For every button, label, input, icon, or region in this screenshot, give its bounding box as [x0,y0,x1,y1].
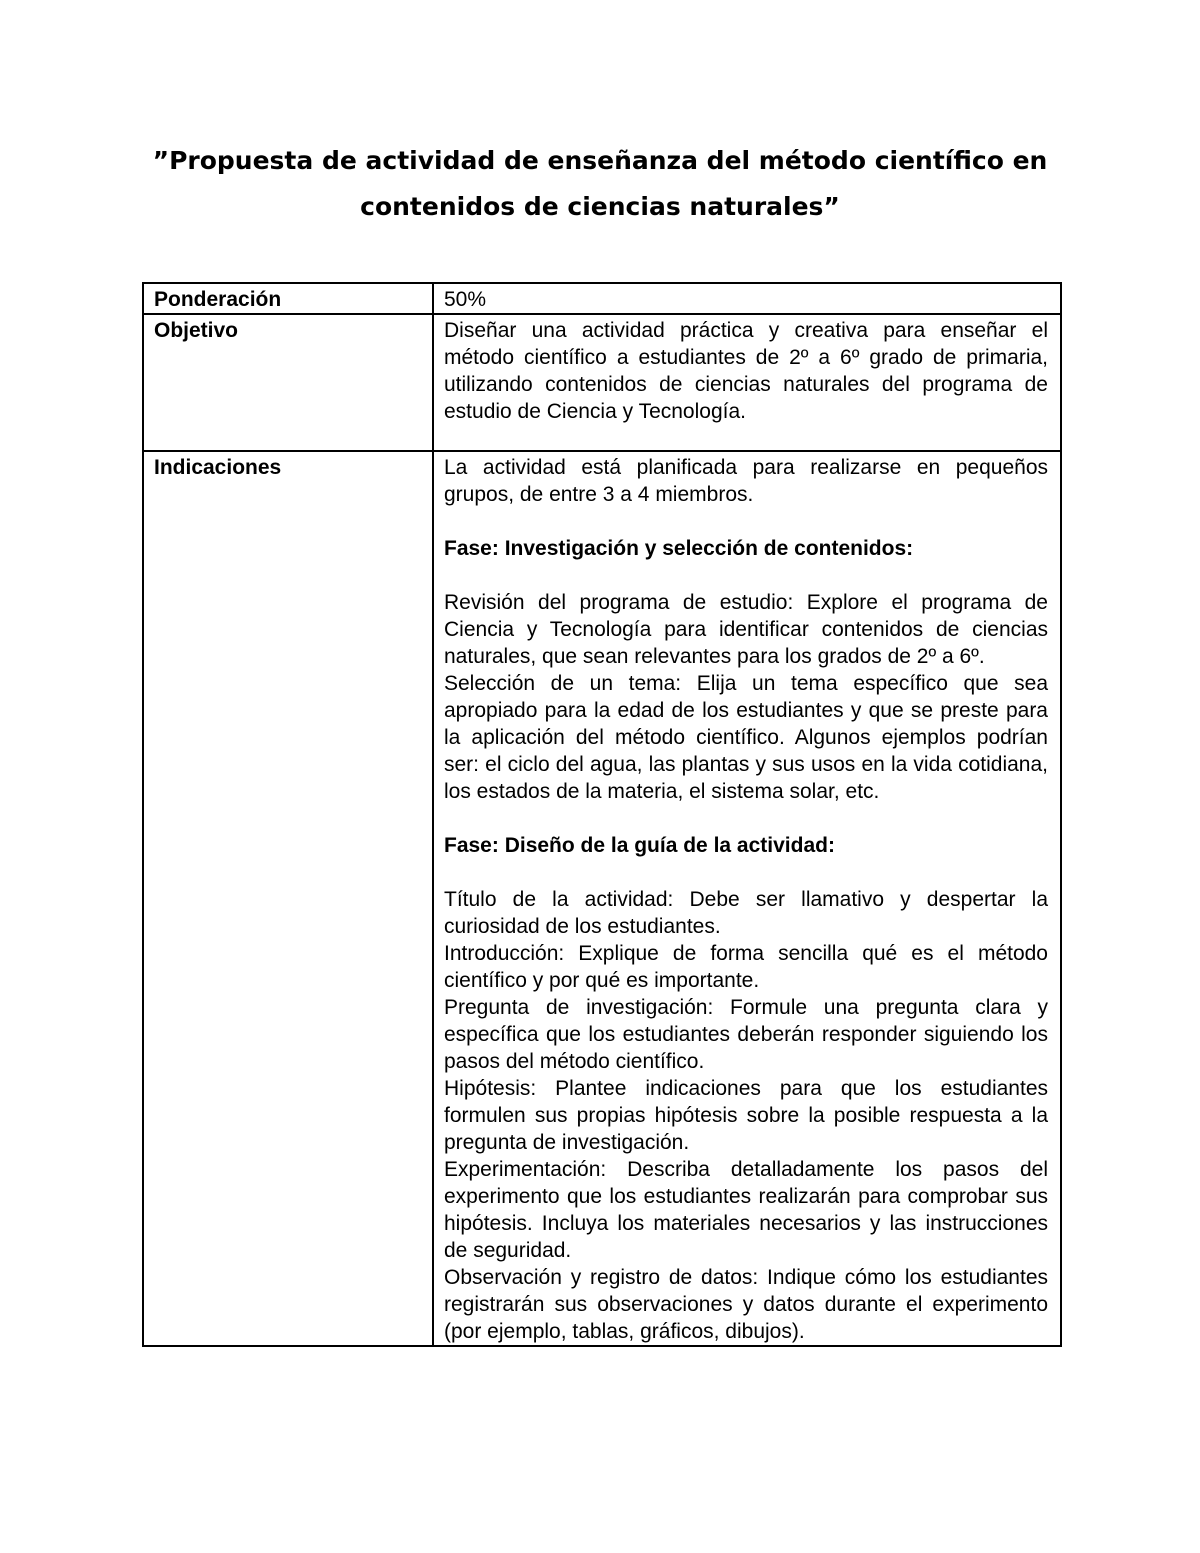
indicaciones-label: Indicaciones [143,451,433,1346]
activity-table [142,282,1062,1347]
phase-1-item: Selección de un tema: Elija un tema específico que sea apropiado para la edad de los estudiantes y que se preste para la aplicación del método científico. Algunos ejemplos podrían ser: el ciclo del agua, las plantas y sus usos en la vida cotidiana, los estados de la materia, el sistema solar, etc. [444,672,1048,803]
title-line-1: ”Propuesta de actividad de enseñanza del método científico en [152,146,1048,175]
phase-2-item: Introducción: Explique de forma sencilla qué es el método científico y por qué es importante. [444,942,1048,992]
ponderacion-label: Ponderación [143,283,433,314]
phase-1-heading: Fase: Investigación y selección de contenidos: [444,537,914,560]
phase-2-heading: Fase: Diseño de la guía de la actividad: [444,834,835,857]
ponderacion-value: 50% [433,283,1061,314]
document-title [0,138,1200,230]
objetivo-value: Diseñar una actividad práctica y creativa para enseñar el método científico a estudiantes de 2º a 6º grado de primaria, utilizando contenidos de ciencias naturales del programa de estudio de Ciencia y Tecnología. [433,314,1061,451]
phase-2-item: Observación y registro de datos: Indique cómo los estudiantes registrarán sus observaciones y datos durante el experimento (por ejemplo, tablas, gráficos, dibujos). [444,1266,1048,1343]
indicaciones-value [433,451,1061,1346]
title-line-2: contenidos de ciencias naturales” [360,192,840,221]
row-indicaciones [143,451,1061,1346]
objetivo-label: Objetivo [143,314,433,451]
row-ponderacion [143,283,1061,314]
phase-2-item: Experimentación: Describa detalladamente los pasos del experimento que los estudiantes realizarán para comprobar sus hipótesis. Incluya los materiales necesarios y las instrucciones de seguridad. [444,1158,1048,1262]
phase-2-item: Pregunta de investigación: Formule una pregunta clara y específica que los estudiantes deberán responder siguiendo los pasos del método científico. [444,996,1048,1073]
indicaciones-intro: La actividad está planificada para realizarse en pequeños grupos, de entre 3 a 4 miembros. [444,456,1048,506]
phase-2-item: Título de la actividad: Debe ser llamativo y despertar la curiosidad de los estudiantes. [444,888,1048,938]
phase-2-item: Hipótesis: Plantee indicaciones para que los estudiantes formulen sus propias hipótesis sobre la posible respuesta a la pregunta de investigación. [444,1077,1048,1154]
phase-1-item: Revisión del programa de estudio: Explore el programa de Ciencia y Tecnología para identificar contenidos de ciencias naturales, que sean relevantes para los grados de 2º a 6º. [444,591,1048,668]
row-objetivo [143,314,1061,451]
